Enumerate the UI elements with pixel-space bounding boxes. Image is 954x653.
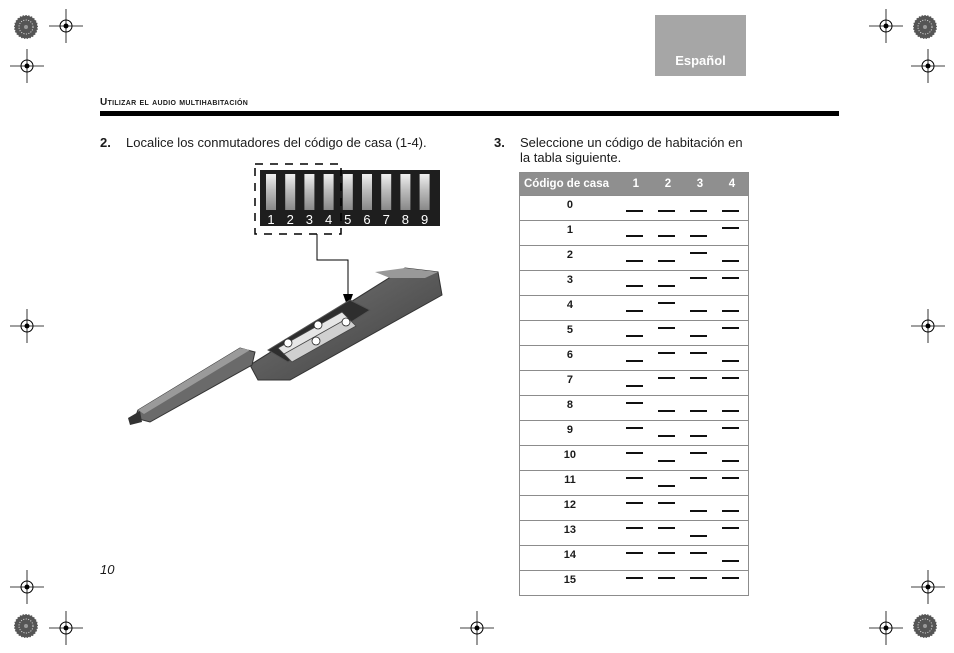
switch-position-cell: [716, 571, 749, 596]
switch-down-mark: [690, 235, 707, 237]
dip-switch-number: 4: [324, 212, 333, 227]
switch-down-mark: [658, 485, 675, 487]
switch-down-mark: [626, 360, 643, 362]
switch-up-mark: [658, 527, 675, 529]
switch-position-cell: [652, 271, 684, 296]
house-code-cell: 14: [520, 546, 620, 571]
switch-up-mark: [626, 502, 643, 504]
dip-switch-number: 8: [401, 212, 410, 227]
switch-position-cell: [684, 446, 716, 471]
switch-position-cell: [620, 221, 652, 246]
section-rule: [100, 111, 839, 116]
switch-down-mark: [722, 210, 739, 212]
crosshair-icon: [10, 570, 44, 604]
switch-down-mark: [658, 460, 675, 462]
table-row: [520, 571, 749, 596]
switch-position-cell: [620, 421, 652, 446]
switch-down-mark: [690, 310, 707, 312]
switch-position-cell: [620, 371, 652, 396]
switch-up-mark: [722, 377, 739, 379]
switch-position-cell: [716, 396, 749, 421]
step-2-number: 2.: [100, 135, 111, 150]
switch-up-mark: [690, 277, 707, 279]
switch-position-cell: [684, 371, 716, 396]
table-row: [520, 246, 749, 271]
switch-up-mark: [690, 452, 707, 454]
step-2-text: Localice los conmutadores del código de casa (1-4).: [126, 135, 427, 150]
switch-position-cell: [620, 321, 652, 346]
switch-position-cell: [620, 196, 652, 221]
table-row: [520, 296, 749, 321]
remote-illustration: [120, 160, 460, 430]
crosshair-icon: [911, 570, 945, 604]
language-tab-label: Español: [675, 53, 726, 68]
switch-position-cell: [652, 296, 684, 321]
switch-up-mark: [722, 527, 739, 529]
switch-up-mark: [658, 352, 675, 354]
table-header-row: [520, 173, 749, 196]
table-row: [520, 446, 749, 471]
switch-down-mark: [690, 410, 707, 412]
switch-down-mark: [626, 210, 643, 212]
switch-up-mark: [658, 377, 675, 379]
dip-switches: [266, 174, 430, 210]
switch-up-mark: [690, 377, 707, 379]
house-code-cell: 1: [520, 221, 620, 246]
switch-down-mark: [626, 385, 643, 387]
house-code-cell: 11: [520, 471, 620, 496]
sunburst-mark-icon: [913, 15, 937, 39]
house-code-cell: 2: [520, 246, 620, 271]
switch-position-cell: [620, 346, 652, 371]
switch-down-mark: [658, 260, 675, 262]
dip-switch: [400, 174, 410, 210]
dip-switch-number: 5: [344, 212, 352, 227]
switch-up-mark: [690, 352, 707, 354]
crosshair-icon: [911, 309, 945, 343]
switch-position-cell: [716, 521, 749, 546]
dip-switch: [324, 174, 334, 210]
dip-switch-number: 9: [420, 212, 429, 227]
switch-position-cell: [652, 471, 684, 496]
dip-switch: [420, 174, 430, 210]
switch-up-mark: [658, 552, 675, 554]
crosshair-icon: [10, 49, 44, 83]
house-code-cell: 3: [520, 271, 620, 296]
table-row: [520, 396, 749, 421]
switch-position-cell: [684, 271, 716, 296]
switch-position-cell: [716, 471, 749, 496]
table-row: [520, 196, 749, 221]
step-3: [494, 135, 784, 169]
switch-position-cell: [716, 221, 749, 246]
house-code-cell: 5: [520, 321, 620, 346]
page-number: 10: [100, 562, 115, 577]
switch-position-cell: [652, 396, 684, 421]
switch-up-mark: [690, 477, 707, 479]
switch-down-mark: [626, 285, 643, 287]
switch-down-mark: [722, 310, 739, 312]
switch-up-mark: [658, 502, 675, 504]
switch-down-mark: [626, 235, 643, 237]
switch-down-mark: [690, 335, 707, 337]
switch-down-mark: [658, 235, 675, 237]
switch-position-cell: [620, 546, 652, 571]
table-row: [520, 546, 749, 571]
switch-position-cell: [716, 421, 749, 446]
house-code-cell: 15: [520, 571, 620, 596]
crosshair-icon: [10, 309, 44, 343]
switch-up-mark: [626, 577, 643, 579]
table-row: [520, 496, 749, 521]
dip-switch: [343, 174, 353, 210]
switch-position-cell: [684, 471, 716, 496]
slide-arrow-icon: [128, 411, 142, 425]
switch-position-cell: [620, 271, 652, 296]
switch-position-cell: [652, 421, 684, 446]
dip-switch: [266, 174, 276, 210]
switch-position-cell: [684, 421, 716, 446]
table-row: [520, 346, 749, 371]
switch-down-mark: [626, 260, 643, 262]
switch-up-mark: [626, 427, 643, 429]
dip-switch-number: 6: [363, 212, 371, 227]
column-header: Código de casa: [520, 173, 620, 196]
switch-position-cell: [652, 571, 684, 596]
house-code-cell: 13: [520, 521, 620, 546]
switch-position-cell: [684, 221, 716, 246]
crosshair-icon: [460, 611, 494, 645]
switch-position-cell: [652, 371, 684, 396]
switch-up-mark: [722, 277, 739, 279]
dip-switch-numbers: [267, 212, 428, 227]
switch-down-mark: [658, 210, 675, 212]
switch-position-cell: [652, 446, 684, 471]
switch-position-cell: [684, 496, 716, 521]
switch-up-mark: [722, 327, 739, 329]
switch-up-mark: [722, 227, 739, 229]
switch-down-mark: [658, 410, 675, 412]
switch-up-mark: [722, 427, 739, 429]
sunburst-mark-icon: [14, 15, 38, 39]
switch-position-cell: [652, 321, 684, 346]
switch-position-cell: [620, 296, 652, 321]
switch-down-mark: [722, 560, 739, 562]
switch-down-mark: [722, 260, 739, 262]
switch-position-cell: [652, 246, 684, 271]
switch-position-cell: [620, 471, 652, 496]
switch-position-cell: [716, 271, 749, 296]
switch-down-mark: [658, 435, 675, 437]
sunburst-mark-icon: [913, 614, 937, 638]
switch-up-mark: [658, 302, 675, 304]
switch-up-mark: [690, 577, 707, 579]
switch-position-cell: [652, 546, 684, 571]
switch-position-cell: [652, 221, 684, 246]
switch-down-mark: [658, 285, 675, 287]
dip-switch-number: 3: [305, 212, 314, 227]
pointer-line: [317, 234, 348, 298]
switch-position-cell: [716, 246, 749, 271]
switch-position-cell: [716, 446, 749, 471]
table-row: [520, 471, 749, 496]
switch-position-cell: [684, 396, 716, 421]
crosshair-icon: [869, 611, 903, 645]
switch-position-cell: [652, 196, 684, 221]
house-code-cell: 10: [520, 446, 620, 471]
switch-position-cell: [716, 371, 749, 396]
switch-position-cell: [716, 546, 749, 571]
house-code-table: [519, 172, 749, 596]
switch-position-cell: [684, 571, 716, 596]
switch-position-cell: [620, 446, 652, 471]
house-code-cell: 0: [520, 196, 620, 221]
switch-down-mark: [722, 460, 739, 462]
dip-switch-number: 7: [382, 212, 390, 227]
switch-up-mark: [690, 252, 707, 254]
switch-position-cell: [716, 321, 749, 346]
switch-position-cell: [684, 321, 716, 346]
crosshair-icon: [49, 611, 83, 645]
switch-position-cell: [684, 246, 716, 271]
switch-up-mark: [626, 477, 643, 479]
table-row: [520, 421, 749, 446]
switch-position-cell: [652, 496, 684, 521]
switch-down-mark: [722, 510, 739, 512]
column-header: 2: [652, 173, 684, 196]
switch-down-mark: [626, 310, 643, 312]
column-header: 1: [620, 173, 652, 196]
switch-down-mark: [722, 410, 739, 412]
switch-up-mark: [626, 452, 643, 454]
switch-up-mark: [658, 577, 675, 579]
switch-up-mark: [626, 527, 643, 529]
table-row: [520, 521, 749, 546]
table-row: [520, 271, 749, 296]
dip-switch-number: 2: [286, 212, 294, 227]
column-header: 4: [716, 173, 749, 196]
section-title: Utilizar el audio multihabitación: [100, 97, 249, 108]
switch-up-mark: [658, 327, 675, 329]
sunburst-mark-icon: [14, 614, 38, 638]
crosshair-icon: [49, 9, 83, 43]
switch-up-mark: [626, 402, 643, 404]
dip-switch: [381, 174, 391, 210]
switch-down-mark: [626, 335, 643, 337]
table-row: [520, 221, 749, 246]
switch-position-cell: [716, 496, 749, 521]
switch-position-cell: [620, 246, 652, 271]
switch-position-cell: [684, 196, 716, 221]
switch-position-cell: [684, 346, 716, 371]
house-code-cell: 6: [520, 346, 620, 371]
switch-up-mark: [626, 552, 643, 554]
switch-down-mark: [722, 360, 739, 362]
dip-switch-number: 1: [267, 212, 275, 227]
switch-position-cell: [716, 196, 749, 221]
column-header: 3: [684, 173, 716, 196]
step-3-text-line1: Seleccione un código de habitación en: [520, 135, 743, 150]
house-code-cell: 12: [520, 496, 620, 521]
table-row: [520, 321, 749, 346]
house-code-cell: 8: [520, 396, 620, 421]
house-code-cell: 7: [520, 371, 620, 396]
switch-up-mark: [722, 477, 739, 479]
switch-position-cell: [684, 521, 716, 546]
switch-position-cell: [652, 346, 684, 371]
step-3-number: 3.: [494, 135, 505, 150]
switch-position-cell: [652, 521, 684, 546]
house-code-cell: 9: [520, 421, 620, 446]
dip-switch: [285, 174, 295, 210]
switch-down-mark: [690, 210, 707, 212]
house-code-cell: 4: [520, 296, 620, 321]
dip-switch: [304, 174, 314, 210]
crosshair-icon: [911, 49, 945, 83]
switch-up-mark: [722, 577, 739, 579]
language-tab: [655, 15, 746, 76]
switch-position-cell: [620, 571, 652, 596]
switch-position-cell: [716, 296, 749, 321]
switch-down-mark: [690, 435, 707, 437]
step-3-text-line2: la tabla siguiente.: [520, 150, 622, 165]
switch-position-cell: [620, 521, 652, 546]
switch-down-mark: [690, 510, 707, 512]
switch-position-cell: [620, 496, 652, 521]
step-2: [100, 135, 480, 155]
crosshair-icon: [869, 9, 903, 43]
switch-up-mark: [690, 552, 707, 554]
battery-cover: [135, 348, 255, 422]
switch-down-mark: [690, 535, 707, 537]
switch-position-cell: [620, 396, 652, 421]
table-row: [520, 371, 749, 396]
switch-position-cell: [684, 546, 716, 571]
switch-position-cell: [684, 296, 716, 321]
dip-switch: [362, 174, 372, 210]
switch-position-cell: [716, 346, 749, 371]
